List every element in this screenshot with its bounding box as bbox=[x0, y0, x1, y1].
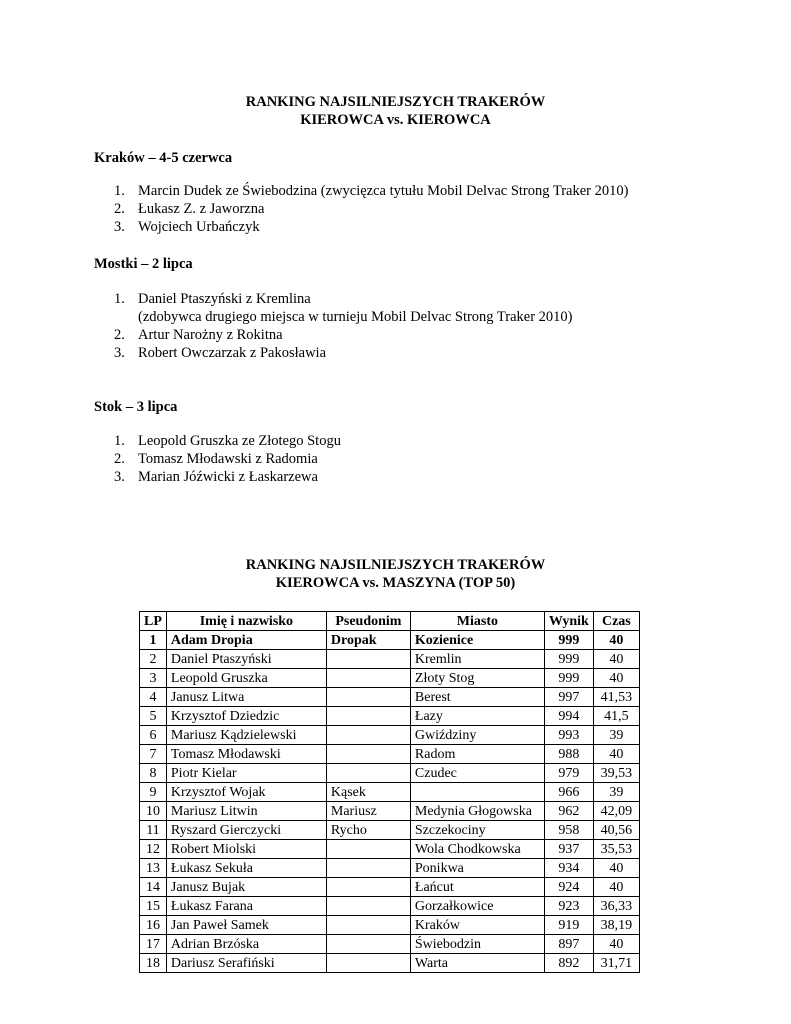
header-city: Miasto bbox=[410, 612, 544, 631]
list-item: 2. Tomasz Młodawski z Radomia bbox=[114, 451, 318, 467]
ranking-list-mostki bbox=[94, 290, 573, 362]
ranking-driver-vs-machine-heading bbox=[0, 556, 791, 592]
list-item: 1. Marcin Dudek ze Świebodzina (zwycięzca tytułu Mobil Delvac Strong Traker 2010) bbox=[114, 183, 629, 199]
table-row: 8 Piotr Kielar Czudec 979 39,53 bbox=[140, 764, 640, 783]
table-row: 12 Robert Miolski Wola Chodkowska 937 35,53 bbox=[140, 840, 640, 859]
table-row: 2 Daniel Ptaszyński Kremlin 999 40 bbox=[140, 650, 640, 669]
list-item: 2. Łukasz Z. z Jaworzna bbox=[114, 201, 265, 217]
table-row: 5 Krzysztof Dziedzic Łazy 994 41,5 bbox=[140, 707, 640, 726]
list-item: 2. Artur Narożny z Rokitna bbox=[114, 327, 283, 343]
table-row: 7 Tomasz Młodawski Radom 988 40 bbox=[140, 745, 640, 764]
header-time: Czas bbox=[593, 612, 639, 631]
table-row: 11 Ryszard Gierczycki Rycho Szczekociny 958 40,56 bbox=[140, 821, 640, 840]
results-table bbox=[139, 611, 640, 973]
table-header-row bbox=[140, 612, 640, 631]
section-title-krakow: Kraków – 4-5 czerwca bbox=[94, 150, 233, 166]
section-title-mostki: Mostki – 2 lipca bbox=[94, 256, 193, 272]
heading-line-2: KIEROWCA vs. KIEROWCA bbox=[300, 112, 491, 128]
list-item: 3. Wojciech Urbańczyk bbox=[114, 219, 260, 235]
ranking-driver-vs-driver-heading bbox=[0, 93, 791, 129]
table-row: 10 Mariusz Litwin Mariusz Medynia Głogowska 962 42,09 bbox=[140, 802, 640, 821]
table-row: 17 Adrian Brzóska Świebodzin 897 40 bbox=[140, 935, 640, 954]
table-row: 13 Łukasz Sekuła Ponikwa 934 40 bbox=[140, 859, 640, 878]
section-title-stok: Stok – 3 lipca bbox=[94, 399, 178, 415]
list-item: 3. Marian Jóźwicki z Łaskarzewa bbox=[114, 469, 318, 485]
table-row: 6 Mariusz Kądzielewski Gwiździny 993 39 bbox=[140, 726, 640, 745]
heading-line-2: KIEROWCA vs. MASZYNA (TOP 50) bbox=[275, 575, 516, 591]
list-item: 1. Leopold Gruszka ze Złotego Stogu bbox=[114, 433, 341, 449]
table-row: 9 Krzysztof Wojak Kąsek 966 39 bbox=[140, 783, 640, 802]
table-row: 14 Janusz Bujak Łańcut 924 40 bbox=[140, 878, 640, 897]
list-item: 3. Robert Owczarzak z Pakosławia bbox=[114, 345, 327, 361]
list-item: 1. Daniel Ptaszyński z Kremlina (zdobywca drugiego miejsca w turnieju Mobil Delvac Strong Traker 2010) bbox=[114, 291, 573, 325]
header-name: Imię i nazwisko bbox=[166, 612, 326, 631]
header-lp: LP bbox=[140, 612, 167, 631]
ranking-list-stok bbox=[94, 432, 341, 486]
heading-line-1: RANKING NAJSILNIEJSZYCH TRAKERÓW bbox=[245, 557, 546, 573]
ranking-list-krakow bbox=[94, 182, 628, 236]
header-nickname: Pseudonim bbox=[326, 612, 410, 631]
table-row: 3 Leopold Gruszka Złoty Stog 999 40 bbox=[140, 669, 640, 688]
table-row: 4 Janusz Litwa Berest 997 41,53 bbox=[140, 688, 640, 707]
table-row: 15 Łukasz Farana Gorzałkowice 923 36,33 bbox=[140, 897, 640, 916]
header-score: Wynik bbox=[544, 612, 593, 631]
table-row: 16 Jan Paweł Samek Kraków 919 38,19 bbox=[140, 916, 640, 935]
heading-line-1: RANKING NAJSILNIEJSZYCH TRAKERÓW bbox=[245, 94, 546, 110]
table-row: 1 Adam Dropia Dropak Kozienice 999 40 bbox=[140, 631, 640, 650]
table-row: 18 Dariusz Serafiński Warta 892 31,71 bbox=[140, 954, 640, 973]
